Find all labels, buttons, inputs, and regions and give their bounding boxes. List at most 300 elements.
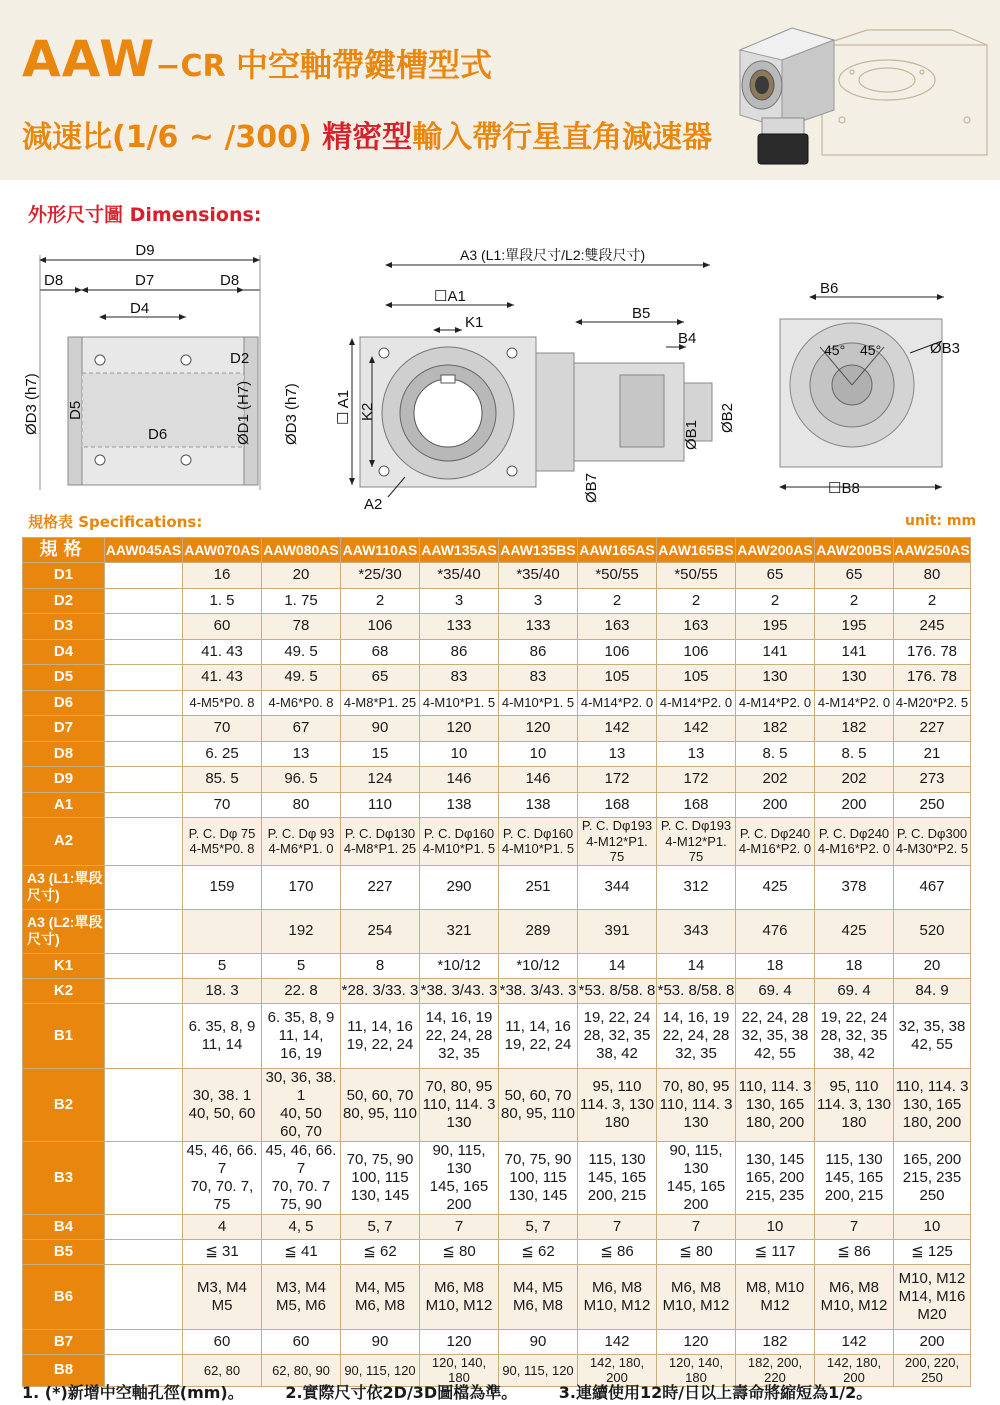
- table-cell: 62, 80, 90: [262, 1354, 341, 1386]
- table-cell: 83: [499, 665, 578, 691]
- table-cell: 80: [894, 563, 971, 589]
- table-cell: [105, 978, 183, 1003]
- table-cell: 120: [420, 1329, 499, 1354]
- table-row: [23, 1214, 971, 1239]
- table-cell: *50/55: [578, 563, 657, 589]
- table-row: [23, 1329, 971, 1354]
- table-cell: 90, 115, 130 145, 165 200: [420, 1141, 499, 1214]
- model-header: AAW045AS: [105, 538, 183, 563]
- table-cell: 170: [262, 865, 341, 909]
- table-cell: 86: [420, 639, 499, 665]
- table-cell: 1. 75: [262, 588, 341, 614]
- model-header: AAW165AS: [578, 538, 657, 563]
- table-cell: ≦ 31: [183, 1239, 262, 1264]
- table-cell: P. C. Dφ240 4-M16*P2. 0: [815, 818, 894, 866]
- table-cell: 105: [657, 665, 736, 691]
- label-d6: D6: [148, 426, 168, 443]
- table-cell: 65: [736, 563, 815, 589]
- table-cell: [105, 741, 183, 767]
- table-cell: 172: [657, 767, 736, 793]
- table-cell: 30, 38. 1 40, 50, 60: [183, 1068, 262, 1141]
- table-row: [23, 1068, 971, 1141]
- table-cell: 120, 140, 180: [420, 1354, 499, 1386]
- table-cell: [105, 716, 183, 742]
- table-cell: 195: [736, 614, 815, 640]
- table-cell: 163: [657, 614, 736, 640]
- table-cell: 4-M5*P0. 8: [183, 690, 262, 716]
- table-cell: 4-M14*P2. 0: [657, 690, 736, 716]
- table-cell: [105, 1239, 183, 1264]
- table-cell: 96. 5: [262, 767, 341, 793]
- table-cell: 16: [183, 563, 262, 589]
- label-b6: B6: [820, 280, 839, 297]
- table-cell: 120: [420, 716, 499, 742]
- table-cell: 50, 60, 70 80, 95, 110: [341, 1068, 420, 1141]
- table-cell: [105, 818, 183, 866]
- subtitle-type: 輸入帶行星直角減速器: [412, 120, 713, 155]
- table-cell: 115, 130 145, 165 200, 215: [815, 1141, 894, 1214]
- table-cell: 7: [578, 1214, 657, 1239]
- row-label: B4: [23, 1214, 105, 1239]
- label-b1: ØB1: [683, 419, 700, 450]
- table-cell: 8. 5: [815, 741, 894, 767]
- table-cell: 70, 80, 95 110, 114. 3 130: [657, 1068, 736, 1141]
- note-1: 1. (*)新增中空軸孔徑(mm)。: [22, 1383, 244, 1402]
- table-cell: 4, 5: [262, 1214, 341, 1239]
- row-label: D5: [23, 665, 105, 691]
- table-cell: [105, 614, 183, 640]
- table-cell: 289: [499, 909, 578, 953]
- row-label: A1: [23, 792, 105, 818]
- table-cell: 70, 75, 90 100, 115 130, 145: [499, 1141, 578, 1214]
- table-cell: 5: [262, 953, 341, 978]
- table-cell: 321: [420, 909, 499, 953]
- table-cell: 90, 115, 120: [499, 1354, 578, 1386]
- table-cell: 2: [736, 588, 815, 614]
- table-cell: 425: [815, 909, 894, 953]
- table-cell: M4, M5 M6, M8: [499, 1264, 578, 1329]
- label-b2: ØB2: [719, 402, 736, 433]
- table-cell: 7: [657, 1214, 736, 1239]
- table-cell: 182: [736, 1329, 815, 1354]
- table-cell: 49. 5: [262, 639, 341, 665]
- table-cell: 10: [736, 1214, 815, 1239]
- label-d8: D8: [44, 272, 64, 289]
- table-cell: 290: [420, 865, 499, 909]
- table-cell: M8, M10 M12: [736, 1264, 815, 1329]
- product-photo: [722, 10, 992, 172]
- table-cell: 2: [578, 588, 657, 614]
- table-cell: 15: [341, 741, 420, 767]
- table-cell: 5, 7: [499, 1214, 578, 1239]
- table-cell: 3: [499, 588, 578, 614]
- table-cell: 520: [894, 909, 971, 953]
- table-cell: 168: [657, 792, 736, 818]
- table-cell: 142: [815, 1329, 894, 1354]
- table-cell: 202: [815, 767, 894, 793]
- model-header: AAW135AS: [420, 538, 499, 563]
- table-cell: 19, 22, 24 28, 32, 35 38, 42: [578, 1003, 657, 1068]
- subtitle-ratio: 減速比(1/6 ~ /300): [22, 120, 323, 155]
- table-cell: 13: [578, 741, 657, 767]
- table-cell: 176. 78: [894, 639, 971, 665]
- table-cell: 182: [736, 716, 815, 742]
- table-row: [23, 690, 971, 716]
- row-label: A3 (L2:單段尺寸): [23, 909, 105, 953]
- table-cell: 2: [341, 588, 420, 614]
- spec-table-body: [23, 563, 971, 1387]
- label-d3-right: ØD3 (h7): [283, 383, 300, 445]
- table-cell: 70, 75, 90 100, 115 130, 145: [341, 1141, 420, 1214]
- table-cell: 84. 9: [894, 978, 971, 1003]
- page-header: [0, 0, 1000, 180]
- table-cell: 32, 35, 38 42, 55: [894, 1003, 971, 1068]
- table-cell: 250: [894, 792, 971, 818]
- table-cell: 86: [499, 639, 578, 665]
- table-cell: M4, M5 M6, M8: [341, 1264, 420, 1329]
- row-label: D1: [23, 563, 105, 589]
- table-cell: 1. 5: [183, 588, 262, 614]
- table-cell: 142, 180, 200: [815, 1354, 894, 1386]
- model-header: AAW165BS: [657, 538, 736, 563]
- row-label: B6: [23, 1264, 105, 1329]
- row-label: K2: [23, 978, 105, 1003]
- table-cell: 142: [578, 1329, 657, 1354]
- table-cell: M6, M8 M10, M12: [657, 1264, 736, 1329]
- table-row: [23, 716, 971, 742]
- table-cell: 22. 8: [262, 978, 341, 1003]
- table-cell: 80: [262, 792, 341, 818]
- label-b5: B5: [632, 305, 651, 322]
- table-cell: 159: [183, 865, 262, 909]
- table-row: [23, 818, 971, 866]
- model-header: AAW110AS: [341, 538, 420, 563]
- table-cell: 14, 16, 19 22, 24, 28 32, 35: [657, 1003, 736, 1068]
- row-label: K1: [23, 953, 105, 978]
- table-cell: 11, 14, 16 19, 22, 24: [499, 1003, 578, 1068]
- table-cell: 176. 78: [894, 665, 971, 691]
- table-cell: 312: [657, 865, 736, 909]
- table-cell: 4-M20*P2. 5: [894, 690, 971, 716]
- table-cell: 110, 114. 3 130, 165 180, 200: [736, 1068, 815, 1141]
- table-cell: 95, 110 114. 3, 130 180: [815, 1068, 894, 1141]
- dimensions-title: 外形尺寸圖 Dimensions:: [28, 204, 262, 226]
- label-d7: D7: [135, 272, 155, 289]
- table-cell: 200: [894, 1329, 971, 1354]
- table-cell: 85. 5: [183, 767, 262, 793]
- table-corner: 規格: [23, 538, 105, 563]
- table-cell: 467: [894, 865, 971, 909]
- model-header: AAW200AS: [736, 538, 815, 563]
- table-cell: 172: [578, 767, 657, 793]
- table-cell: 391: [578, 909, 657, 953]
- subtitle-precision: 精密型: [322, 120, 413, 155]
- table-cell: M6, M8 M10, M12: [420, 1264, 499, 1329]
- model-header: AAW200BS: [815, 538, 894, 563]
- label-a2: A2: [364, 496, 383, 513]
- table-cell: 227: [894, 716, 971, 742]
- table-cell: 70: [183, 716, 262, 742]
- table-cell: 65: [815, 563, 894, 589]
- table-cell: 4-M8*P1. 25: [341, 690, 420, 716]
- table-row: [23, 614, 971, 640]
- table-cell: 200: [736, 792, 815, 818]
- table-cell: 130, 145 165, 200 215, 235: [736, 1141, 815, 1214]
- table-cell: 10: [894, 1214, 971, 1239]
- table-cell: 4-M14*P2. 0: [815, 690, 894, 716]
- table-cell: 68: [341, 639, 420, 665]
- title-model: AAW: [22, 30, 156, 88]
- table-cell: P. C. Dφ240 4-M16*P2. 0: [736, 818, 815, 866]
- table-cell: 4-M10*P1. 5: [499, 690, 578, 716]
- label-b8: ☐B8: [828, 480, 860, 497]
- table-cell: 90: [341, 716, 420, 742]
- table-cell: 7: [815, 1214, 894, 1239]
- table-cell: 67: [262, 716, 341, 742]
- table-cell: 20: [894, 953, 971, 978]
- table-cell: 273: [894, 767, 971, 793]
- table-cell: M6, M8 M10, M12: [578, 1264, 657, 1329]
- table-cell: [105, 1068, 183, 1141]
- table-cell: [105, 563, 183, 589]
- table-header-row: [23, 538, 971, 563]
- table-cell: 227: [341, 865, 420, 909]
- table-cell: ≦ 80: [420, 1239, 499, 1264]
- page-subtitle: [22, 112, 712, 156]
- label-d2: D2: [230, 350, 250, 367]
- table-cell: 18: [736, 953, 815, 978]
- table-cell: 69. 4: [815, 978, 894, 1003]
- row-label: B3: [23, 1141, 105, 1214]
- row-label: D2: [23, 588, 105, 614]
- table-cell: 10: [499, 741, 578, 767]
- table-cell: [105, 792, 183, 818]
- table-cell: P. C. Dφ193 4-M12*P1. 75: [657, 818, 736, 866]
- table-cell: 20: [262, 563, 341, 589]
- table-cell: [105, 1003, 183, 1068]
- table-cell: [105, 639, 183, 665]
- table-cell: 41. 43: [183, 639, 262, 665]
- row-label: D3: [23, 614, 105, 640]
- table-cell: ≦ 62: [499, 1239, 578, 1264]
- table-cell: 133: [420, 614, 499, 640]
- table-cell: 7: [420, 1214, 499, 1239]
- table-cell: 182: [815, 716, 894, 742]
- table-cell: ≦ 117: [736, 1239, 815, 1264]
- table-cell: 22, 24, 28 32, 35, 38 42, 55: [736, 1003, 815, 1068]
- table-cell: 344: [578, 865, 657, 909]
- table-row: [23, 978, 971, 1003]
- table-cell: 106: [657, 639, 736, 665]
- table-cell: [105, 690, 183, 716]
- table-cell: 124: [341, 767, 420, 793]
- table-cell: [105, 953, 183, 978]
- table-cell: 65: [341, 665, 420, 691]
- table-cell: 5: [183, 953, 262, 978]
- table-cell: M10, M12 M14, M16 M20: [894, 1264, 971, 1329]
- row-label: B5: [23, 1239, 105, 1264]
- table-cell: 90: [499, 1329, 578, 1354]
- table-row: [23, 639, 971, 665]
- table-cell: P. C. Dφ130 4-M8*P1. 25: [341, 818, 420, 866]
- row-label: B2: [23, 1068, 105, 1141]
- table-cell: 4-M14*P2. 0: [736, 690, 815, 716]
- table-cell: *38. 3/43. 3: [420, 978, 499, 1003]
- table-cell: 30, 36, 38. 1 40, 50 60, 70: [262, 1068, 341, 1141]
- label-d1: ØD1 (H7): [235, 380, 252, 445]
- table-cell: 10: [420, 741, 499, 767]
- table-cell: 18: [815, 953, 894, 978]
- table-cell: 120: [499, 716, 578, 742]
- table-cell: 41. 43: [183, 665, 262, 691]
- table-cell: 8. 5: [736, 741, 815, 767]
- table-row: [23, 588, 971, 614]
- table-cell: 130: [736, 665, 815, 691]
- spec-table: [22, 537, 971, 1387]
- label-b4: B4: [678, 330, 697, 347]
- table-cell: 2: [657, 588, 736, 614]
- table-row: [23, 767, 971, 793]
- table-cell: 70: [183, 792, 262, 818]
- table-cell: 138: [499, 792, 578, 818]
- table-cell: 90, 115, 130 145, 165 200: [657, 1141, 736, 1214]
- table-cell: [105, 909, 183, 953]
- table-row: [23, 741, 971, 767]
- table-cell: [105, 665, 183, 691]
- table-cell: 4-M6*P0. 8: [262, 690, 341, 716]
- table-cell: 476: [736, 909, 815, 953]
- table-cell: 2: [815, 588, 894, 614]
- table-cell: 6. 35, 8, 9 11, 14: [183, 1003, 262, 1068]
- table-cell: 69. 4: [736, 978, 815, 1003]
- note-2: 2.實際尺寸依2D/3D圖檔為準。: [285, 1383, 518, 1402]
- label-angle-left: 45°: [824, 342, 846, 358]
- page-title: [22, 30, 492, 88]
- row-label: A2: [23, 818, 105, 866]
- table-cell: M3, M4 M5: [183, 1264, 262, 1329]
- table-cell: ≦ 41: [262, 1239, 341, 1264]
- table-cell: P. C. Dφ 75 4-M5*P0. 8: [183, 818, 262, 866]
- table-cell: *50/55: [657, 563, 736, 589]
- label-a1-side: ☐ A1: [335, 389, 352, 425]
- table-row: [23, 1141, 971, 1214]
- table-cell: 6. 35, 8, 9 11, 14, 16, 19: [262, 1003, 341, 1068]
- table-cell: 202: [736, 767, 815, 793]
- row-label: B1: [23, 1003, 105, 1068]
- table-row: [23, 953, 971, 978]
- table-cell: 200, 220, 250: [894, 1354, 971, 1386]
- table-cell: 195: [815, 614, 894, 640]
- row-label: D7: [23, 716, 105, 742]
- label-d8-right: D8: [220, 272, 240, 289]
- table-cell: [105, 1214, 183, 1239]
- table-cell: 60: [262, 1329, 341, 1354]
- table-cell: *53. 8/58. 8: [657, 978, 736, 1003]
- table-cell: [105, 865, 183, 909]
- table-cell: *28. 3/33. 3: [341, 978, 420, 1003]
- table-row: [23, 1264, 971, 1329]
- table-cell: 106: [341, 614, 420, 640]
- table-cell: P. C. Dφ160 4-M10*P1. 5: [420, 818, 499, 866]
- table-cell: 50, 60, 70 80, 95, 110: [499, 1068, 578, 1141]
- table-cell: ≦ 80: [657, 1239, 736, 1264]
- table-cell: P. C. Dφ 93 4-M6*P1. 0: [262, 818, 341, 866]
- table-cell: 192: [262, 909, 341, 953]
- table-cell: [183, 909, 262, 953]
- row-label: D8: [23, 741, 105, 767]
- table-cell: 8: [341, 953, 420, 978]
- row-label: B8: [23, 1354, 105, 1386]
- table-cell: *10/12: [499, 953, 578, 978]
- table-cell: 5, 7: [341, 1214, 420, 1239]
- table-cell: 90, 115, 120: [341, 1354, 420, 1386]
- table-cell: 200: [815, 792, 894, 818]
- table-cell: ≦ 62: [341, 1239, 420, 1264]
- table-cell: *35/40: [420, 563, 499, 589]
- label-angle-right: 45°: [860, 342, 882, 358]
- model-header: AAW135BS: [499, 538, 578, 563]
- table-cell: *25/30: [341, 563, 420, 589]
- table-cell: *10/12: [420, 953, 499, 978]
- label-d5: D5: [67, 400, 84, 420]
- table-cell: 165, 200 215, 235 250: [894, 1141, 971, 1214]
- table-cell: 425: [736, 865, 815, 909]
- table-row: [23, 909, 971, 953]
- table-cell: 13: [657, 741, 736, 767]
- row-label: B7: [23, 1329, 105, 1354]
- row-label: A3 (L1:單段尺寸): [23, 865, 105, 909]
- table-cell: ≦ 86: [578, 1239, 657, 1264]
- table-cell: 4-M10*P1. 5: [420, 690, 499, 716]
- table-cell: 133: [499, 614, 578, 640]
- table-cell: *53. 8/58. 8: [578, 978, 657, 1003]
- table-cell: 254: [341, 909, 420, 953]
- label-d9: D9: [135, 242, 155, 259]
- table-cell: 78: [262, 614, 341, 640]
- table-cell: 11, 14, 16 19, 22, 24: [341, 1003, 420, 1068]
- table-cell: M3, M4 M5, M6: [262, 1264, 341, 1329]
- table-row: [23, 792, 971, 818]
- label-d3-left: ØD3 (h7): [23, 373, 40, 435]
- table-cell: 251: [499, 865, 578, 909]
- table-cell: 70, 80, 95 110, 114. 3 130: [420, 1068, 499, 1141]
- table-cell: 14, 16, 19 22, 24, 28 32, 35: [420, 1003, 499, 1068]
- table-row: [23, 1239, 971, 1264]
- table-row: [23, 1003, 971, 1068]
- table-cell: 62, 80: [183, 1354, 262, 1386]
- table-cell: 378: [815, 865, 894, 909]
- table-cell: 163: [578, 614, 657, 640]
- dimension-drawing: [20, 235, 980, 515]
- table-cell: 14: [657, 953, 736, 978]
- table-cell: 4-M14*P2. 0: [578, 690, 657, 716]
- table-cell: 146: [499, 767, 578, 793]
- table-cell: 105: [578, 665, 657, 691]
- table-cell: 2: [894, 588, 971, 614]
- table-cell: 168: [578, 792, 657, 818]
- table-cell: 130: [815, 665, 894, 691]
- table-cell: 95, 110 114. 3, 130 180: [578, 1068, 657, 1141]
- table-cell: M6, M8 M10, M12: [815, 1264, 894, 1329]
- row-label: D4: [23, 639, 105, 665]
- label-a3: A3 (L1:單段尺寸/L2:雙段尺寸): [460, 247, 646, 263]
- row-label: D9: [23, 767, 105, 793]
- table-cell: 120, 140, 180: [657, 1354, 736, 1386]
- label-d4: D4: [130, 300, 150, 317]
- table-cell: 4: [183, 1214, 262, 1239]
- table-cell: 21: [894, 741, 971, 767]
- table-cell: [105, 1264, 183, 1329]
